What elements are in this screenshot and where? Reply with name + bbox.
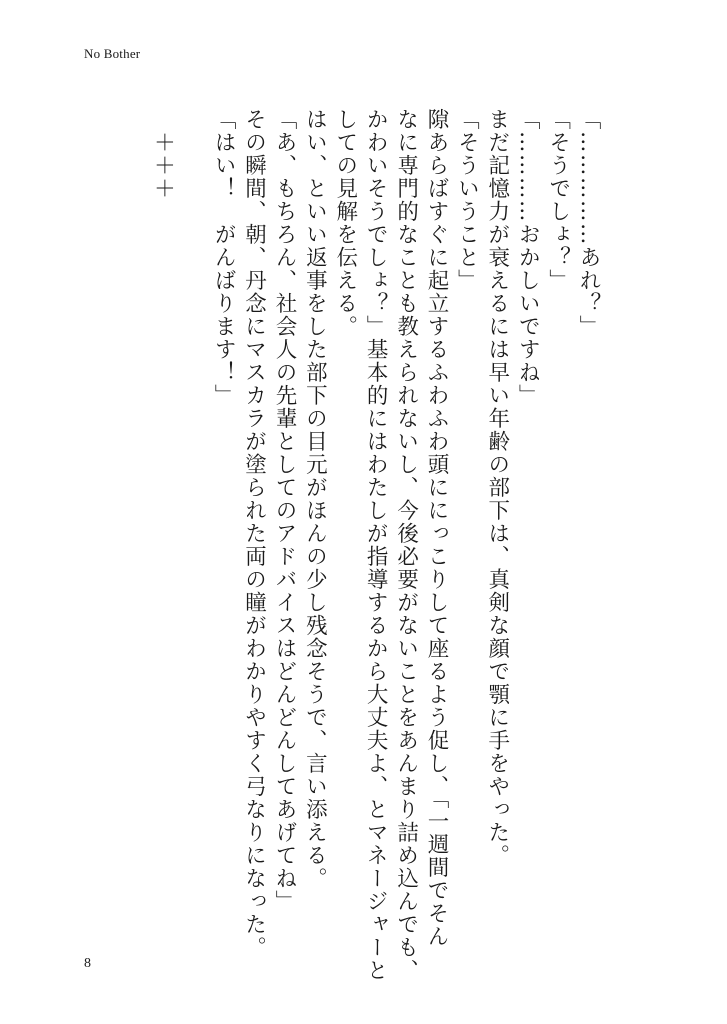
scene-break: ＋＋＋ xyxy=(150,108,176,200)
text-line: 隙あらばすぐに起立するふわふわ頭ににっこりして座るよう促し、「一週間でそん xyxy=(423,108,449,949)
blank-line xyxy=(177,108,207,908)
text-line: 「そういうこと」 xyxy=(454,108,480,292)
text-line: その瞬間、朝、丹念にマスカラが塗られた両の瞳がわかりやすく弓なりになった。 xyxy=(241,108,267,959)
text-line: 「はい！ がんばります！」 xyxy=(211,108,237,407)
text-line: はい、といい返事をした部下の目元がほんの少し残念そうで、言い添える。 xyxy=(302,108,328,890)
page-number: 8 xyxy=(84,956,91,971)
vertical-text-body xyxy=(147,108,603,982)
text-line: 「…………おかしいですね」 xyxy=(515,108,541,407)
text-line: 「そうでしょ？」 xyxy=(545,108,571,292)
text-line: 「……………あれ？」 xyxy=(576,108,601,338)
text-line: なに専門的なことも教えられないし、今後必要がないことをあんまり詰め込んでも、 xyxy=(393,108,419,982)
text-line: しての見解を伝える。 xyxy=(332,108,358,338)
text-line: まだ記憶力が衰えるには早い年齢の部下は、真剣な顔で顎に手をやった。 xyxy=(484,108,510,867)
running-header: No Bother xyxy=(84,46,141,61)
text-line: かわいそうでしょ？」基本的にはわたしが指導するから大丈夫よ、とマネージャーと xyxy=(363,108,389,982)
text-line: 「あ、もちろん、社会人の先輩としてのアドバイスはどんどんしてあげてね」 xyxy=(271,108,297,913)
